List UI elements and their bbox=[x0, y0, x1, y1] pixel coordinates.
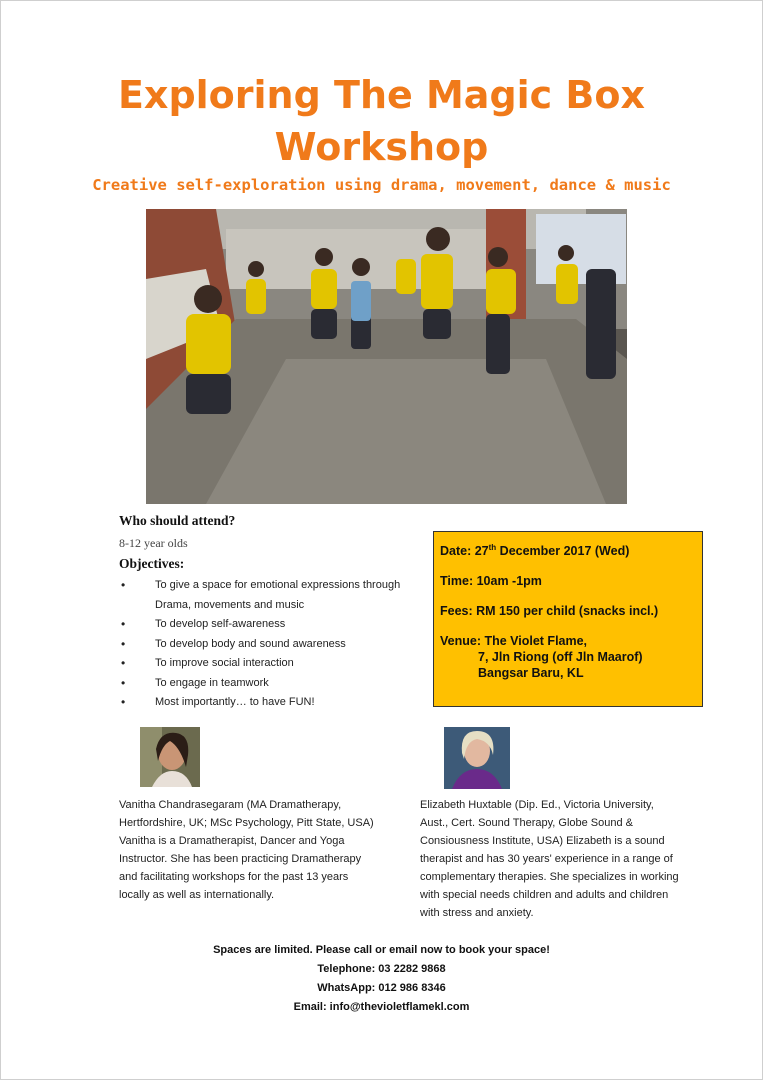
booking-note: Spaces are limited. Please call or email now to book your space! bbox=[213, 944, 550, 956]
avatar bbox=[444, 727, 510, 789]
list-item: • Most importantly… to have FUN! bbox=[119, 693, 429, 713]
event-fees: Fees: RM 150 per child (snacks incl.) bbox=[440, 604, 659, 619]
title-line-1: Exploring The Magic Box bbox=[117, 73, 646, 117]
event-date: Date: 27th December 2017 (Wed) bbox=[440, 543, 630, 559]
list-item: • To develop self-awareness bbox=[119, 615, 429, 635]
event-details-box bbox=[433, 531, 703, 707]
event-time: Time: 10am -1pm bbox=[440, 574, 542, 589]
venue-label: Venue: The Violet Flame, bbox=[440, 634, 588, 649]
audience-text: 8-12 year olds bbox=[119, 536, 188, 550]
subtitle: Creative self-exploration using drama, movement, dance & music bbox=[92, 176, 671, 194]
facilitator-bio-vanitha: Vanitha Chandrasegaram (MA Dramatherapy, Hertfordshire, UK; MSc Psychology, Pitt State, USA) Vanitha is a Dramatherapist, Dancer and Yoga Instructor. She has been practicing Dramatherapy and facilitating workshops for the past 13 years locally as well as internationally. bbox=[119, 799, 374, 901]
venue-address: 7, Jln Riong (off Jln Maarof) bbox=[478, 650, 643, 665]
title-line-2: Workshop bbox=[274, 125, 489, 169]
audience-heading: Who should attend? bbox=[119, 513, 236, 528]
objectives-heading: Objectives: bbox=[119, 556, 185, 571]
list-item: • To engage in teamwork bbox=[119, 674, 429, 694]
avatar bbox=[140, 727, 200, 787]
facilitator-bio-elizabeth: Elizabeth Huxtable (Dip. Ed., Victoria University, Aust., Cert. Sound Therapy, Globe Sound & Consiousness Institute, USA) Elizabeth is a sound therapist and has 30 years' experience in a range of complementary therapies. She specializes in working with special needs children and adults and children with stress and anxiety. bbox=[420, 799, 679, 919]
list-item: • To improve social interaction bbox=[119, 654, 429, 674]
telephone: Telephone: 03 2282 9868 bbox=[317, 963, 446, 975]
email: Email: info@thevioletflamekl.com bbox=[293, 1001, 470, 1013]
workshop-photo bbox=[146, 209, 627, 504]
objectives-list bbox=[119, 576, 429, 713]
list-item: • To develop body and sound awareness bbox=[119, 635, 429, 655]
whatsapp: WhatsApp: 012 986 8346 bbox=[317, 982, 446, 994]
list-item: • To give a space for emotional expressions through Drama, movements and music bbox=[119, 576, 429, 615]
venue-area: Bangsar Baru, KL bbox=[478, 666, 584, 681]
